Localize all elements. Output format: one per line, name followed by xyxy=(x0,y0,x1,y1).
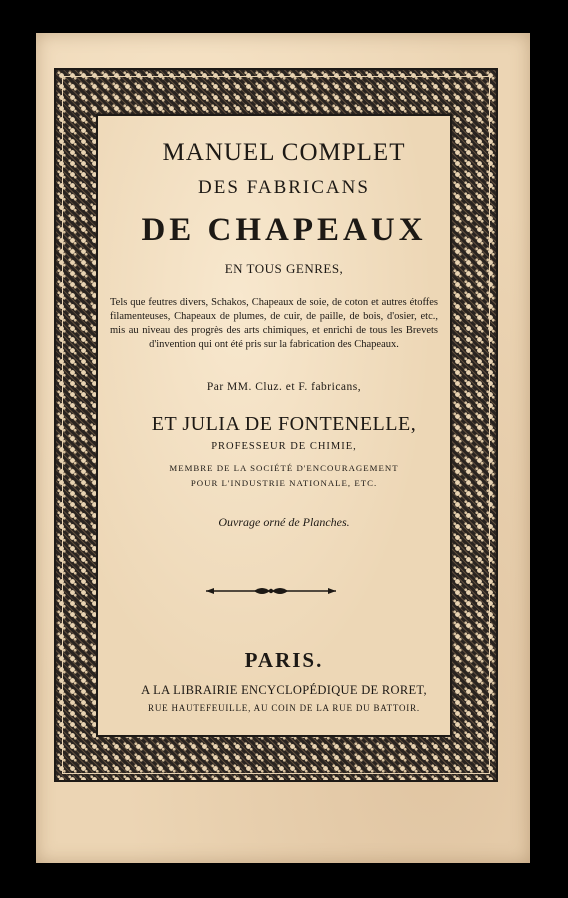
membership-line-2: POUR L'INDUSTRIE NATIONALE, ETC. xyxy=(190,478,378,488)
authors-line: Par MM. Cluz. et F. fabricans, xyxy=(206,381,362,393)
illustrations-note: Ouvrage orné de Planches. xyxy=(218,515,350,529)
coauthor-name: ET JULIA DE FONTENELLE, xyxy=(151,413,417,435)
membership-line-1: MEMBRE DE LA SOCIÉTÉ D'ENCOURAGEMENT xyxy=(169,463,399,473)
title-line-3: DE CHAPEAUX xyxy=(141,212,427,248)
subtitle: EN TOUS GENRES, xyxy=(224,261,344,276)
city: PARIS. xyxy=(244,648,324,672)
divider-ornament xyxy=(204,585,338,597)
publisher: A LA LIBRAIRIE ENCYCLOPÉDIQUE DE RORET, xyxy=(141,683,427,697)
coauthor-title: PROFESSEUR DE CHIMIE, xyxy=(211,441,357,452)
title-line-1: MANUEL COMPLET xyxy=(162,139,406,166)
publisher-address: RUE HAUTEFEUILLE, AU COIN DE LA RUE DU BATTOIR. xyxy=(148,703,420,713)
description-paragraph: Tels que feutres divers, Schakos, Chapeaux de soie, de coton et autres étoffes filamenteuses, Chapeaux de plumes, de cuir, de paille, de bois, d'osier, etc., mis au niveau des progrès des arts chimiques, et enrichi de tous les Brevets d'invention qui ont été pris sur la fabrication des Chapeaux. xyxy=(110,297,438,350)
title-line-2: DES FABRICANS xyxy=(198,177,370,198)
